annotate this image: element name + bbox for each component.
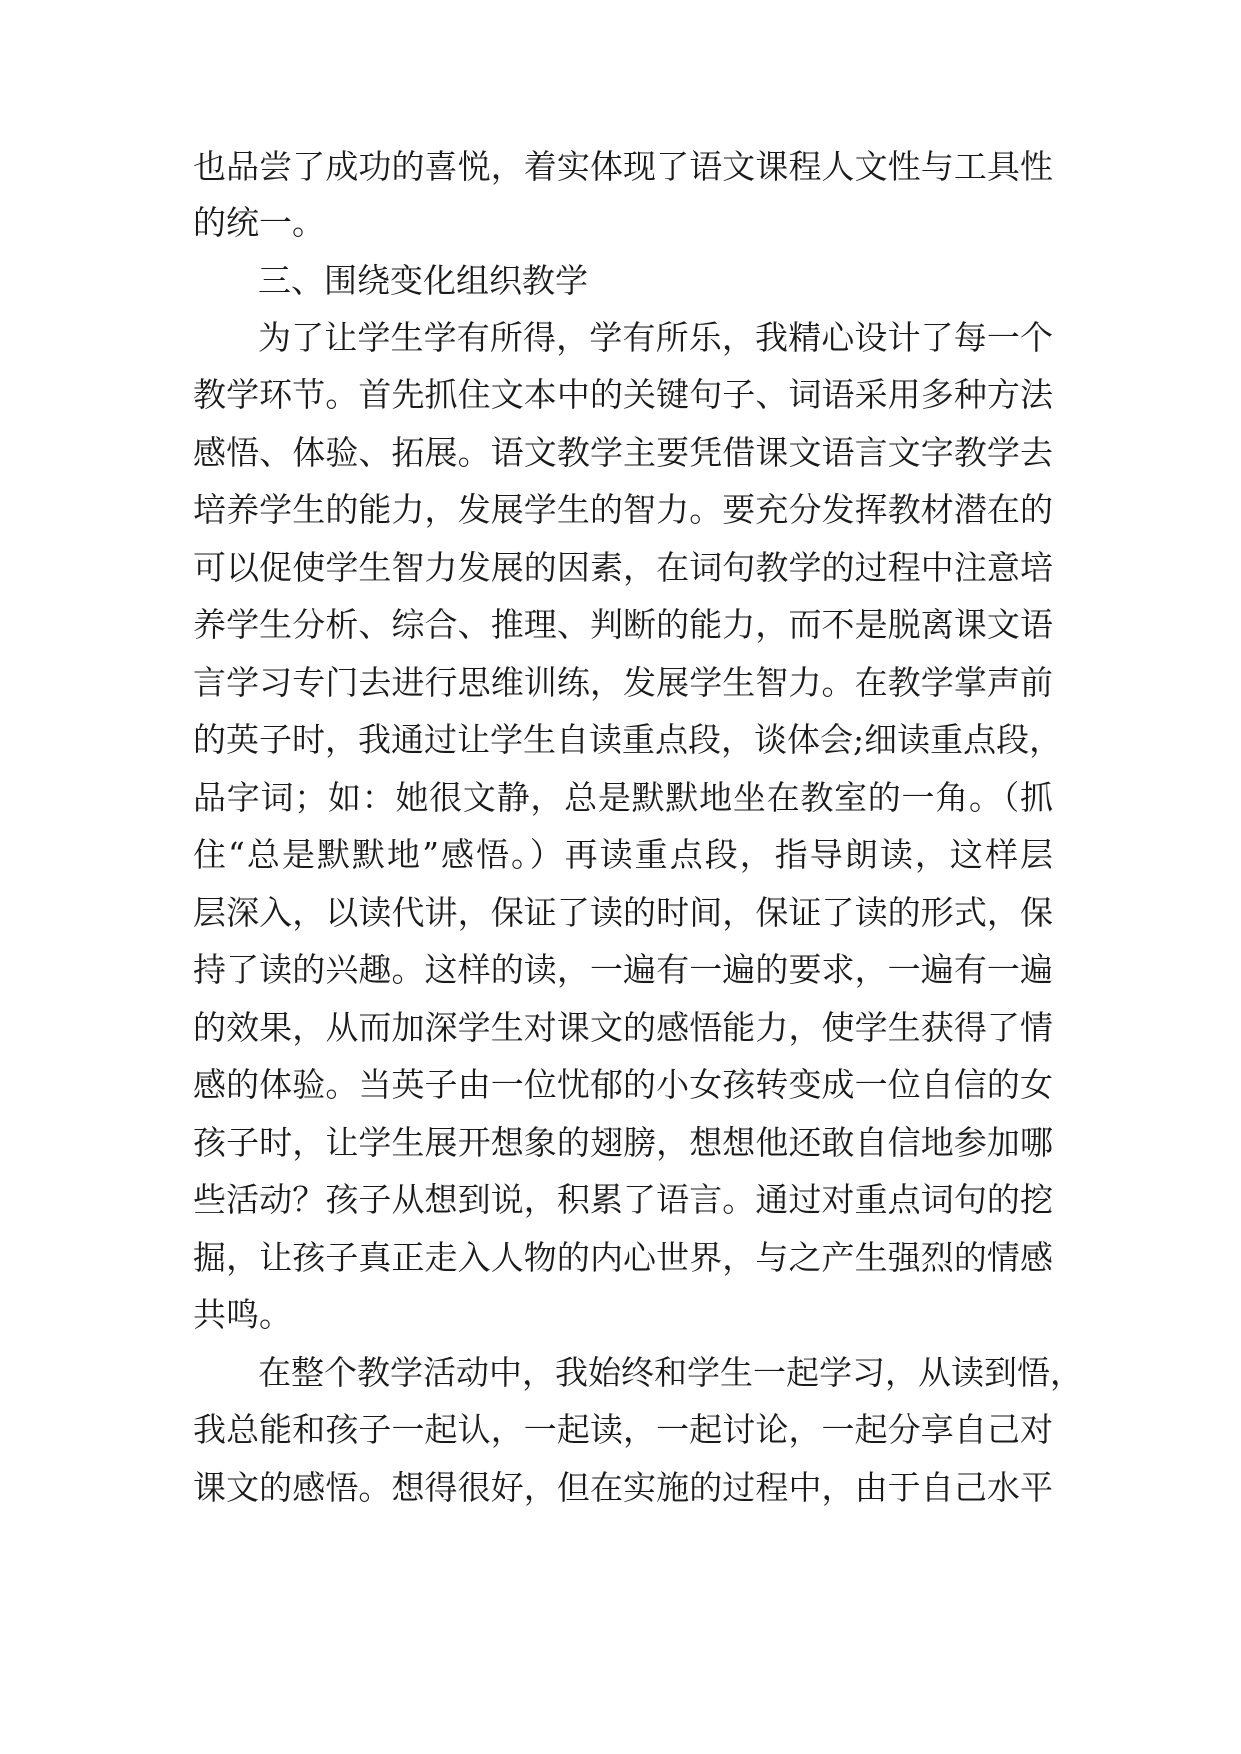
text-line: 共鸣。 [193, 1295, 292, 1334]
text-line: 掘，让孩子真正走入人物的内心世界，与之产生强烈的情感 [193, 1238, 1053, 1277]
text-line: 可以促使学生智力发展的因素，在词句教学的过程中注意培 [193, 548, 1053, 587]
text-line: 层深入，以读代讲，保证了读的时间，保证了读的形式，保 [193, 893, 1053, 932]
text-line: 些活动？孩子从想到说，积累了语言。通过对重点词句的挖 [193, 1180, 1053, 1219]
text-line: 孩子时，让学生展开想象的翅膀，想想他还敢自信地参加哪 [193, 1123, 1053, 1162]
section-heading: 三、围绕变化组织教学 [258, 261, 588, 300]
text-line: 言学习专门去进行思维训练，发展学生智力。在教学掌声前 [193, 663, 1053, 702]
text-line: 培养学生的能力，发展学生的智力。要充分发挥教材潜在的 [193, 490, 1053, 529]
text-line: 为了让学生学有所得，学有所乐，我精心设计了每一个 [258, 318, 1053, 357]
text-line: 我总能和孩子一起认，一起读，一起讨论，一起分享自己对 [193, 1410, 1053, 1449]
text-line: 养学生分析、综合、推理、判断的能力，而不是脱离课文语 [193, 605, 1053, 644]
text-line: 感悟、体验、拓展。语文教学主要凭借课文语言文字教学去 [193, 433, 1053, 472]
text-line: 的统一。 [193, 203, 325, 242]
text-line: 的英子时，我通过让学生自读重点段，谈体会;细读重点段， [193, 720, 1063, 759]
text-line: 在整个教学活动中，我始终和学生一起学习，从读到悟， [258, 1353, 1083, 1392]
text-line: 的效果，从而加深学生对课文的感悟能力，使学生获得了情 [193, 1008, 1053, 1047]
text-line: 感的体验。当英子由一位忧郁的小女孩转变成一位自信的女 [193, 1065, 1053, 1104]
text-line: 品字词；如：她很文静，总是默默地坐在教室的一角。（抓 [193, 778, 1053, 817]
text-line: 教学环节。首先抓住文本中的关键句子、词语采用多种方法 [193, 375, 1053, 414]
text-line: 也品尝了成功的喜悦，着实体现了语文课程人文性与工具性 [193, 147, 1053, 186]
text-line: 课文的感悟。想得很好，但在实施的过程中，由于自己水平 [193, 1468, 1053, 1507]
text-line: 住“总是默默地”感悟。）再读重点段，指导朗读，这样层 [193, 835, 1053, 874]
text-line: 持了读的兴趣。这样的读，一遍有一遍的要求，一遍有一遍 [193, 950, 1053, 989]
